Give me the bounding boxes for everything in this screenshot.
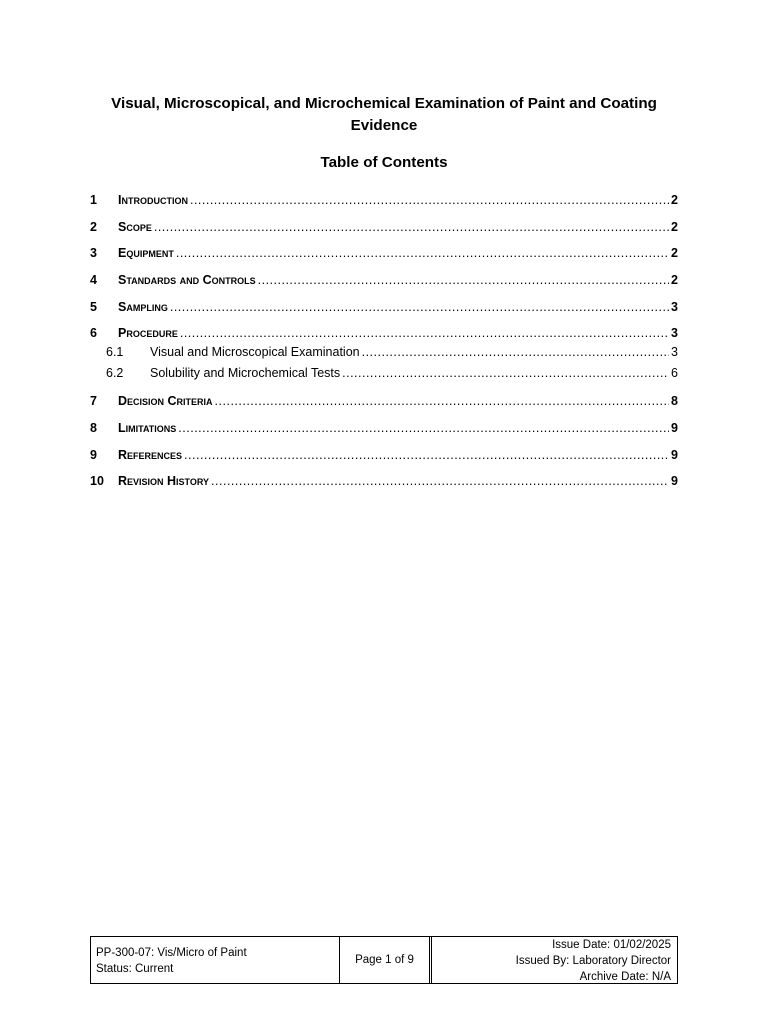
- toc-entry-decision-criteria[interactable]: [90, 392, 678, 410]
- toc-entry-procedure[interactable]: [90, 324, 678, 342]
- footer-status: Status: Current: [96, 963, 174, 975]
- toc-entry-number: 5: [90, 300, 97, 314]
- toc-entry-label: Limitations: [118, 421, 177, 435]
- title-line-2: Evidence: [350, 117, 418, 134]
- toc-entry-page: 9: [671, 474, 678, 488]
- toc-entry-number: 6.2: [106, 366, 124, 380]
- toc-entry-page: 2: [671, 193, 678, 207]
- toc-leader: [211, 472, 669, 490]
- footer-issued-by: Issued By: Laboratory Director: [515, 955, 671, 967]
- page-footer: [90, 936, 678, 984]
- toc-entry-page: 8: [671, 394, 678, 408]
- toc-leader: [190, 191, 669, 209]
- toc-entry-limitations[interactable]: [90, 419, 678, 437]
- toc-entry-label: Scope: [118, 220, 152, 234]
- footer-issue-info: [432, 937, 677, 983]
- toc-entry-page: 9: [671, 448, 678, 462]
- toc-entry-number: 9: [90, 448, 97, 462]
- toc-entry-number: 2: [90, 220, 97, 234]
- toc-leader: [178, 419, 669, 437]
- toc-entry-label: Equipment: [118, 246, 174, 260]
- title-line-1: Visual, Microscopical, and Microchemical Examination of Paint and Coating: [111, 95, 657, 112]
- toc-entry-page: 2: [671, 273, 678, 287]
- toc-entry-number: 10: [90, 474, 104, 488]
- toc-entry-page: 2: [671, 246, 678, 260]
- toc-entry-label: Procedure: [118, 326, 178, 340]
- footer-doc-id: PP-300-07: Vis/Micro of Paint: [96, 947, 247, 959]
- toc-entry-sampling[interactable]: [90, 298, 678, 316]
- toc-heading: Table of Contents: [320, 154, 448, 171]
- toc-leader: [170, 298, 669, 316]
- toc-entry-label: Visual and Microscopical Examination: [150, 345, 360, 359]
- toc-entry-page: 3: [671, 300, 678, 314]
- toc-entry-number: 4: [90, 273, 97, 287]
- toc-entry-number: 7: [90, 394, 97, 408]
- toc-entry-label: Introduction: [118, 193, 188, 207]
- toc-entry-equipment[interactable]: [90, 244, 678, 262]
- document-title: [90, 93, 678, 137]
- toc-entry-page: 2: [671, 220, 678, 234]
- toc-leader: [215, 392, 670, 410]
- footer-doc-info: [91, 937, 340, 983]
- toc-entry-number: 8: [90, 421, 97, 435]
- footer-page-number: [340, 937, 430, 983]
- toc-entry-page: 3: [671, 326, 678, 340]
- toc-entry-label: Solubility and Microchemical Tests: [150, 366, 341, 380]
- toc-entry-references[interactable]: [90, 446, 678, 464]
- toc-entry-number: 3: [90, 246, 97, 260]
- toc-leader: [258, 271, 669, 289]
- toc-leader: [184, 446, 669, 464]
- footer-issue-date: Issue Date: 01/02/2025: [552, 939, 671, 951]
- toc-entry-label: Revision History: [118, 474, 210, 488]
- toc-leader: [176, 244, 669, 262]
- toc-entry-introduction[interactable]: [90, 191, 678, 209]
- toc-entry-number: 6: [90, 326, 97, 340]
- toc-entry-scope[interactable]: [90, 218, 678, 236]
- toc-entry-label: Decision Criteria: [118, 394, 213, 408]
- toc-entry-standards-and-controls[interactable]: [90, 271, 678, 289]
- toc-entry-label: Standards and Controls: [118, 273, 256, 287]
- toc-entry-page: 6: [671, 366, 678, 380]
- toc-entry-revision-history[interactable]: [90, 472, 678, 490]
- toc-entry-label: References: [118, 448, 183, 462]
- toc-entry-solubility-microchemical-tests[interactable]: [106, 364, 678, 382]
- toc-entry-number: 6.1: [106, 345, 124, 359]
- toc-entry-visual-microscopical-examination[interactable]: [106, 343, 678, 361]
- toc-leader: [154, 218, 669, 236]
- toc-leader: [180, 324, 669, 342]
- toc-entry-page: 9: [671, 421, 678, 435]
- toc-entry-label: Sampling: [118, 300, 168, 314]
- toc-entry-page: 3: [671, 345, 678, 359]
- footer-archive-date: Archive Date: N/A: [579, 971, 671, 983]
- toc-leader: [342, 364, 669, 382]
- toc-leader: [362, 343, 669, 361]
- toc-entry-number: 1: [90, 193, 97, 207]
- footer-page-label: Page 1 of 9: [355, 954, 414, 966]
